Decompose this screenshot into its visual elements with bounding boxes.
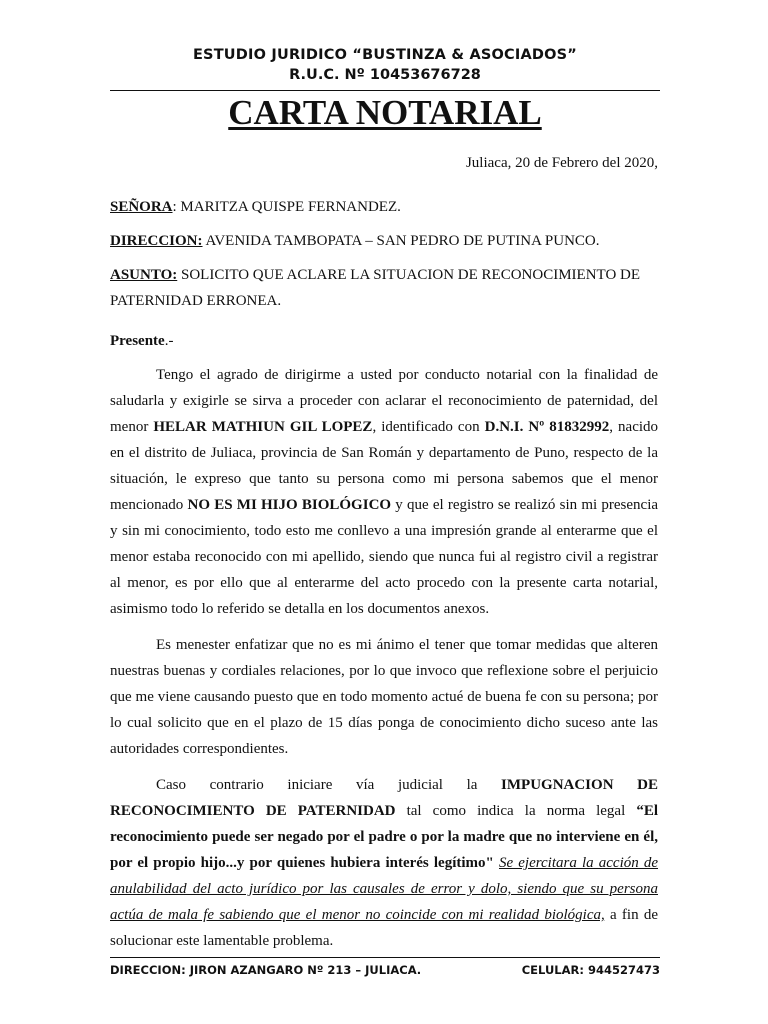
p1-text-2: , identificado con bbox=[372, 419, 485, 435]
annulment-statement: Se ejercitara la acción de anulabilidad del acto jurídico por las causales de error y dolo, siendo que su persona actúa de mala fe sabiendo que el menor no coincide con mi realidad biológica, bbox=[110, 855, 659, 923]
recipient-label: SEÑORA bbox=[110, 199, 173, 215]
address-label: DIRECCION: bbox=[110, 233, 203, 249]
greeting-rest: .- bbox=[164, 333, 174, 349]
header-divider bbox=[110, 90, 660, 91]
document-title: CARTA NOTARIAL bbox=[228, 93, 542, 132]
p3-text-4: a fin de solucionar este lamentable problema. bbox=[110, 907, 658, 949]
greeting-bold: Presente bbox=[110, 333, 165, 349]
letter-date: Juliaca, 20 de Febrero del 2020, bbox=[465, 155, 658, 171]
paragraph-3 bbox=[110, 772, 658, 954]
address-value: AVENIDA TAMBOPATA – SAN PEDRO DE PUTINA PUNCO. bbox=[202, 233, 600, 249]
footer-phone: CELULAR: 944527473 bbox=[521, 963, 660, 977]
not-my-son-statement: NO ES MI HIJO BIOLÓGICO bbox=[187, 497, 392, 513]
recipient-line bbox=[110, 194, 658, 220]
address-line bbox=[110, 228, 658, 254]
p3-text-2: tal como indica la norma legal bbox=[395, 803, 637, 819]
subject-value: SOLICITO QUE ACLARE LA SITUACION DE RECONOCIMIENTO DE PATERNIDAD ERRONEA. bbox=[110, 267, 641, 309]
footer-divider bbox=[110, 957, 660, 958]
greeting bbox=[110, 328, 658, 354]
letter-body bbox=[110, 150, 658, 964]
impugnacion-label: IMPUGNACION DE RECONOCIMIENTO DE PATERNIDAD bbox=[110, 777, 658, 819]
footer-address: DIRECCION: JIRON AZANGARO Nº 213 – JULIACA. bbox=[110, 963, 422, 977]
firm-ruc: R.U.C. Nº 10453676728 bbox=[289, 67, 481, 83]
p1-text-1: Tengo el agrado de dirigirme a usted por conducto notarial con la finalidad de saludarla y exigirle se sirva a proceder con aclarar el reconocimiento de paternidad, del menor bbox=[110, 367, 658, 435]
subject-label: ASUNTO: bbox=[110, 267, 178, 283]
paragraph-2: Es menester enfatizar que no es mi ánimo el tener que tomar medidas que alteren nuestras buenas y cordiales relaciones, por lo que invoco que reflexione sobre el perjuicio que me viene causando puesto que en todo momento actué de buena fe con su persona; por lo cual solicito que en el plazo de 15 días ponga de conocimiento dicho suceso ante las autoridades correspondientes. bbox=[110, 637, 658, 757]
p1-text-4: y que el registro se realizó sin mi presencia y sin mi conocimiento, todo esto me conllevo a una impresión grande al enterarme que el menor estaba reconocido con mi apellido, siendo que nunca fui al registro civil a registrar al menor, es por ello que al enterarme del acto procedo con la presente carta notarial, asimismo todo lo referido se detalla en los documentos anexos. bbox=[110, 497, 659, 617]
minor-name: HELAR MATHIUN GIL LOPEZ bbox=[153, 419, 373, 435]
paragraph-1 bbox=[110, 362, 658, 622]
legal-quote: “El reconocimiento puede ser negado por el padre o por la madre que no interviene en él, por el propio hijo...y por quienes hubiera interés legítimo" bbox=[110, 803, 659, 871]
subject-line bbox=[110, 262, 658, 314]
recipient-value: : MARITZA QUISPE FERNANDEZ. bbox=[172, 199, 401, 215]
minor-dni: D.N.I. Nº 81832992 bbox=[484, 419, 610, 435]
p1-text-3: , nacido en el distrito de Juliaca, provincia de San Román y departamento de Puno, respecto de la situación, le expreso que tanto su persona como mi persona sabemos que el menor mencionado bbox=[110, 419, 659, 513]
firm-name: ESTUDIO JURIDICO “BUSTINZA & ASOCIADOS” bbox=[192, 47, 578, 63]
p3-text-1: Caso contrario iniciare vía judicial la bbox=[156, 777, 502, 793]
